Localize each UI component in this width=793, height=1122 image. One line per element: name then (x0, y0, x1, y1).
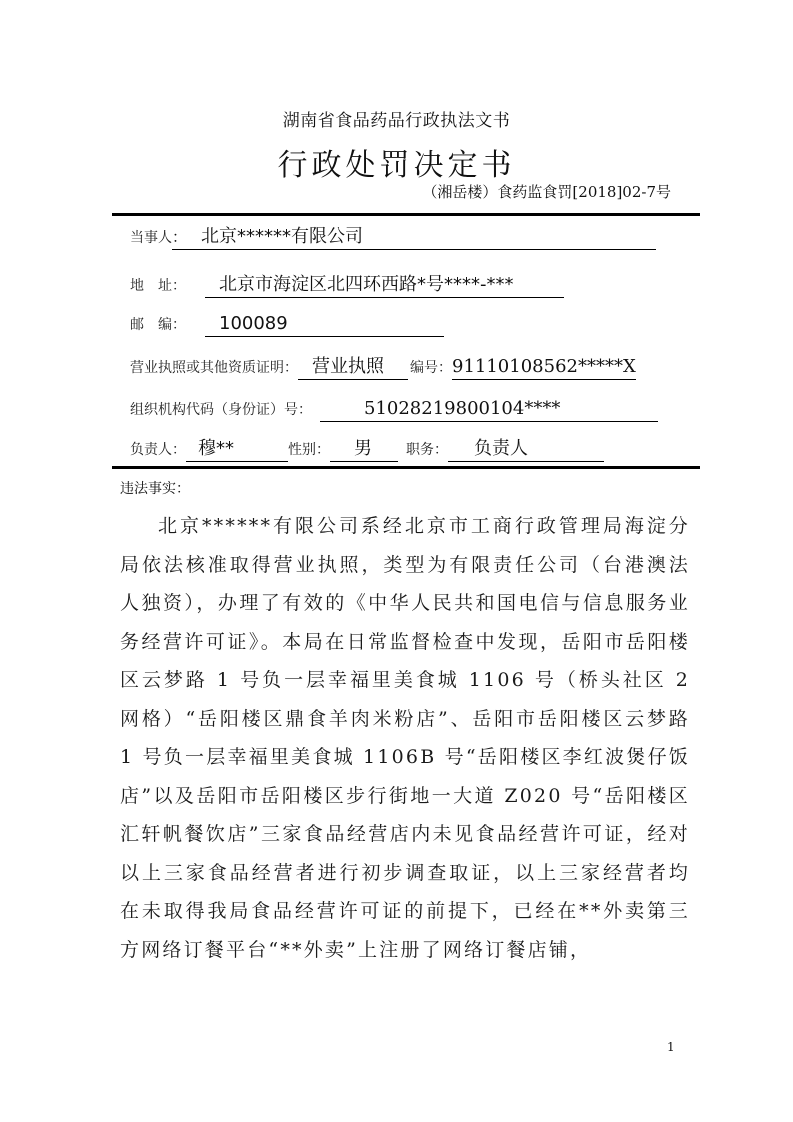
address-value: 北京市海淀区北四环西路*号****-*** (205, 274, 564, 298)
page-number: 1 (667, 1040, 675, 1054)
party-label: 当事人 (130, 230, 172, 246)
party-row (130, 220, 656, 250)
party-colon: ： (172, 228, 188, 246)
postcode-row (130, 307, 444, 337)
bottom-divider (112, 466, 700, 469)
party-value: 北京******有限公司 (201, 226, 364, 247)
agency-title: 湖南省食品药品行政执法文书 (282, 111, 511, 131)
license-number-label: 编号： (410, 360, 452, 376)
license-row (130, 350, 636, 380)
position-label: 职务： (406, 442, 448, 458)
gender-value: 男 (330, 438, 398, 462)
party-field (172, 226, 656, 250)
gender-label: 性别： (288, 442, 330, 458)
top-divider (112, 213, 700, 216)
org-code-label: 组织机构代码（身份证）号： (130, 402, 312, 418)
person-value: 穆** (186, 438, 288, 462)
violation-body (120, 507, 690, 969)
violation-paragraph: 北京******有限公司系经北京市工商行政管理局海淀分局依法核准取得营业执照，类型为有限责任公司（台港澳法人独资），办理了有效的《中华人民共和国电信与信息服务业务经营许可证》。本局在日常监督检查中发现，岳阳市岳阳楼区云梦路 1 号负一层幸福里美食城 1106 号（桥头社区 2 网格）“岳阳楼区鼎食羊肉米粉店”、岳阳市岳阳楼区云梦路 1 号负一层幸福里美食城 1106B 号“岳阳楼区李红波煲仔饭店”以及岳阳市岳阳楼区步行街地一大道 Z020 号“岳阳楼区汇轩帆餐饮店”三家食品经营店内未见食品经营许可证，经对以上三家食品经营者进行初步调查取证，以上三家经营者均在未取得我局食品经营许可证的前提下，已经在**外卖第三方网络订餐平台“**外卖”上注册了网络订餐店铺， (120, 515, 690, 961)
license-number-value: 91110108562*****X (452, 356, 636, 380)
org-code-row (130, 392, 658, 422)
license-type-value: 营业执照 (298, 356, 408, 380)
postcode-label: 邮 编： (130, 317, 186, 333)
person-label: 负责人： (130, 442, 186, 458)
position-value: 负责人 (448, 438, 604, 462)
postcode-value: 100089 (205, 313, 444, 337)
address-row (130, 268, 564, 298)
document-title: 行政处罚决定书 (277, 148, 516, 183)
violation-heading: 违法事实： (120, 481, 190, 497)
org-code-value: 51028219800104**** (320, 398, 658, 422)
document-number: （湘岳楼）食药监食罚[2018]02-7号 (422, 183, 671, 201)
address-label: 地 址： (130, 278, 186, 294)
person-row (130, 432, 604, 462)
license-label: 营业执照或其他资质证明： (130, 360, 298, 376)
